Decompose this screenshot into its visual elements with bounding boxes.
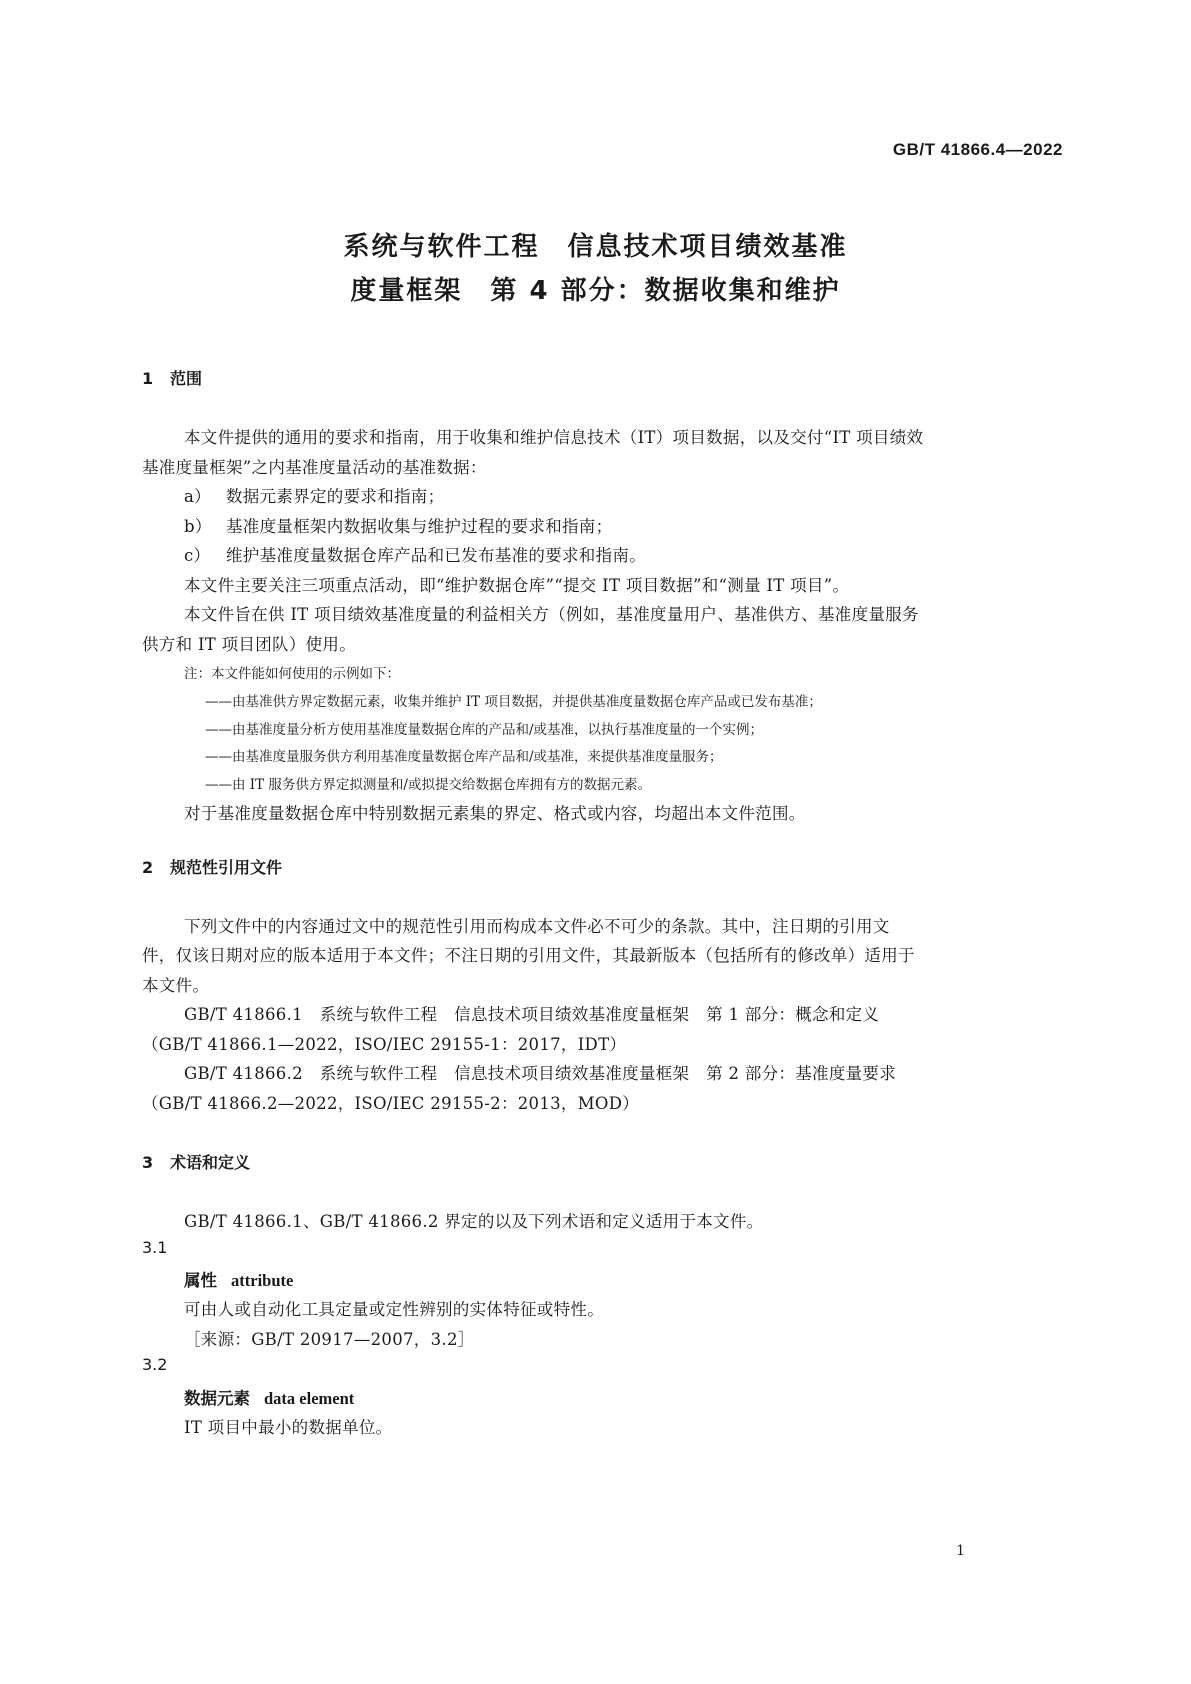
section-number: 3: [142, 1153, 154, 1172]
term-heading: [184, 1385, 354, 1409]
list-item-text: 数据元素界定的要求和指南；: [226, 487, 445, 506]
list-item-label: a）: [184, 487, 211, 506]
list-item: [184, 483, 444, 507]
term-en: data element: [264, 1389, 355, 1408]
term-en: attribute: [231, 1271, 294, 1290]
scope-paragraph-3-line-1: 本文件旨在供 IT 项目绩效基准度量的利益相关方（例如，基准度量用户、基准供方、基准度量服务: [184, 605, 919, 624]
list-item-text: 基准度量框架内数据收集与维护过程的要求和指南；: [226, 517, 613, 536]
section-1-heading: [142, 366, 202, 389]
list-item: [184, 513, 612, 537]
section-title: 范围: [170, 369, 203, 388]
term-zh: 数据元素: [184, 1389, 250, 1408]
section-number: 1: [142, 369, 154, 388]
title-line-1: 系统与软件工程 信息技术项目绩效基准: [343, 232, 848, 262]
normative-paragraph-line-3: 本文件。: [142, 976, 210, 995]
note-item: ——由基准度量服务供方利用基准度量数据仓库产品和/或基准，来提供基准度量服务；: [205, 749, 723, 765]
note-item: ——由基准度量分析方使用基准度量数据仓库的产品和/或基准，以执行基准度量的一个实例；: [205, 722, 764, 738]
section-title: 规范性引用文件: [170, 858, 283, 877]
term-source: ［来源：GB/T 20917—2007，3.2］: [184, 1330, 475, 1349]
list-item-label: c）: [184, 546, 211, 565]
section-2-heading: [142, 855, 282, 878]
reference-2-line-1: GB/T 41866.2 系统与软件工程 信息技术项目绩效基准度量框架 第 2 部分：基准度量要求: [184, 1064, 897, 1083]
standard-code: GB/T 41866.4—2022: [892, 140, 1063, 159]
title-line-2: 度量框架 第 4 部分：数据收集和维护: [350, 276, 841, 306]
term-number: 3.2: [142, 1355, 168, 1374]
scope-paragraph-line-1: 本文件提供的通用的要求和指南，用于收集和维护信息技术（IT）项目数据，以及交付“IT 项目绩效: [184, 428, 924, 447]
scope-paragraph-line-2: 基准度量框架”之内基准度量活动的基准数据：: [142, 458, 487, 477]
terms-paragraph: GB/T 41866.1、GB/T 41866.2 界定的以及下列术语和定义适用于本文件。: [184, 1212, 764, 1231]
reference-1-line-1: GB/T 41866.1 系统与软件工程 信息技术项目绩效基准度量框架 第 1 部分：概念和定义: [184, 1005, 880, 1024]
note-item: ——由 IT 服务供方界定拟测量和/或拟提交给数据仓库拥有方的数据元素。: [205, 777, 651, 793]
section-title: 术语和定义: [170, 1153, 251, 1172]
list-item: [184, 542, 646, 566]
normative-paragraph-line-2: 件，仅该日期对应的版本适用于本文件；不注日期的引用文件，其最新版本（包括所有的修改单）适用于: [142, 946, 915, 965]
list-item-text: 维护基准度量数据仓库产品和已发布基准的要求和指南。: [226, 546, 646, 565]
term-number: 3.1: [142, 1238, 168, 1257]
term-definition: IT 项目中最小的数据单位。: [184, 1418, 393, 1437]
scope-paragraph-3-line-2: 供方和 IT 项目团队）使用。: [142, 635, 357, 654]
section-3-heading: [142, 1150, 250, 1173]
note-item: ——由基准供方界定数据元素，收集并维护 IT 项目数据，并提供基准度量数据仓库产品或已发布基准；: [205, 694, 822, 710]
reference-1-line-2: （GB/T 41866.1—2022，ISO/IEC 29155-1：2017，IDT）: [142, 1035, 627, 1054]
page-number: 1: [956, 1543, 965, 1559]
scope-paragraph-2: 本文件主要关注三项重点活动，即“维护数据仓库”“提交 IT 项目数据”和“测量 IT 项目”。: [184, 576, 850, 595]
term-definition: 可由人或自动化工具定量或定性辨别的实体特征或特性。: [184, 1300, 604, 1319]
section-number: 2: [142, 858, 154, 877]
normative-paragraph-line-1: 下列文件中的内容通过文中的规范性引用而构成本文件必不可少的条款。其中，注日期的引用文: [184, 917, 890, 936]
term-heading: [184, 1267, 293, 1291]
scope-paragraph-4: 对于基准度量数据仓库中特别数据元素集的界定、格式或内容，均超出本文件范围。: [184, 804, 806, 823]
reference-2-line-2: （GB/T 41866.2—2022，ISO/IEC 29155-2：2013，MOD）: [142, 1094, 640, 1113]
list-item-label: b）: [184, 517, 212, 536]
term-zh: 属性: [184, 1271, 217, 1290]
note-intro: 注：本文件能如何使用的示例如下：: [184, 666, 400, 682]
